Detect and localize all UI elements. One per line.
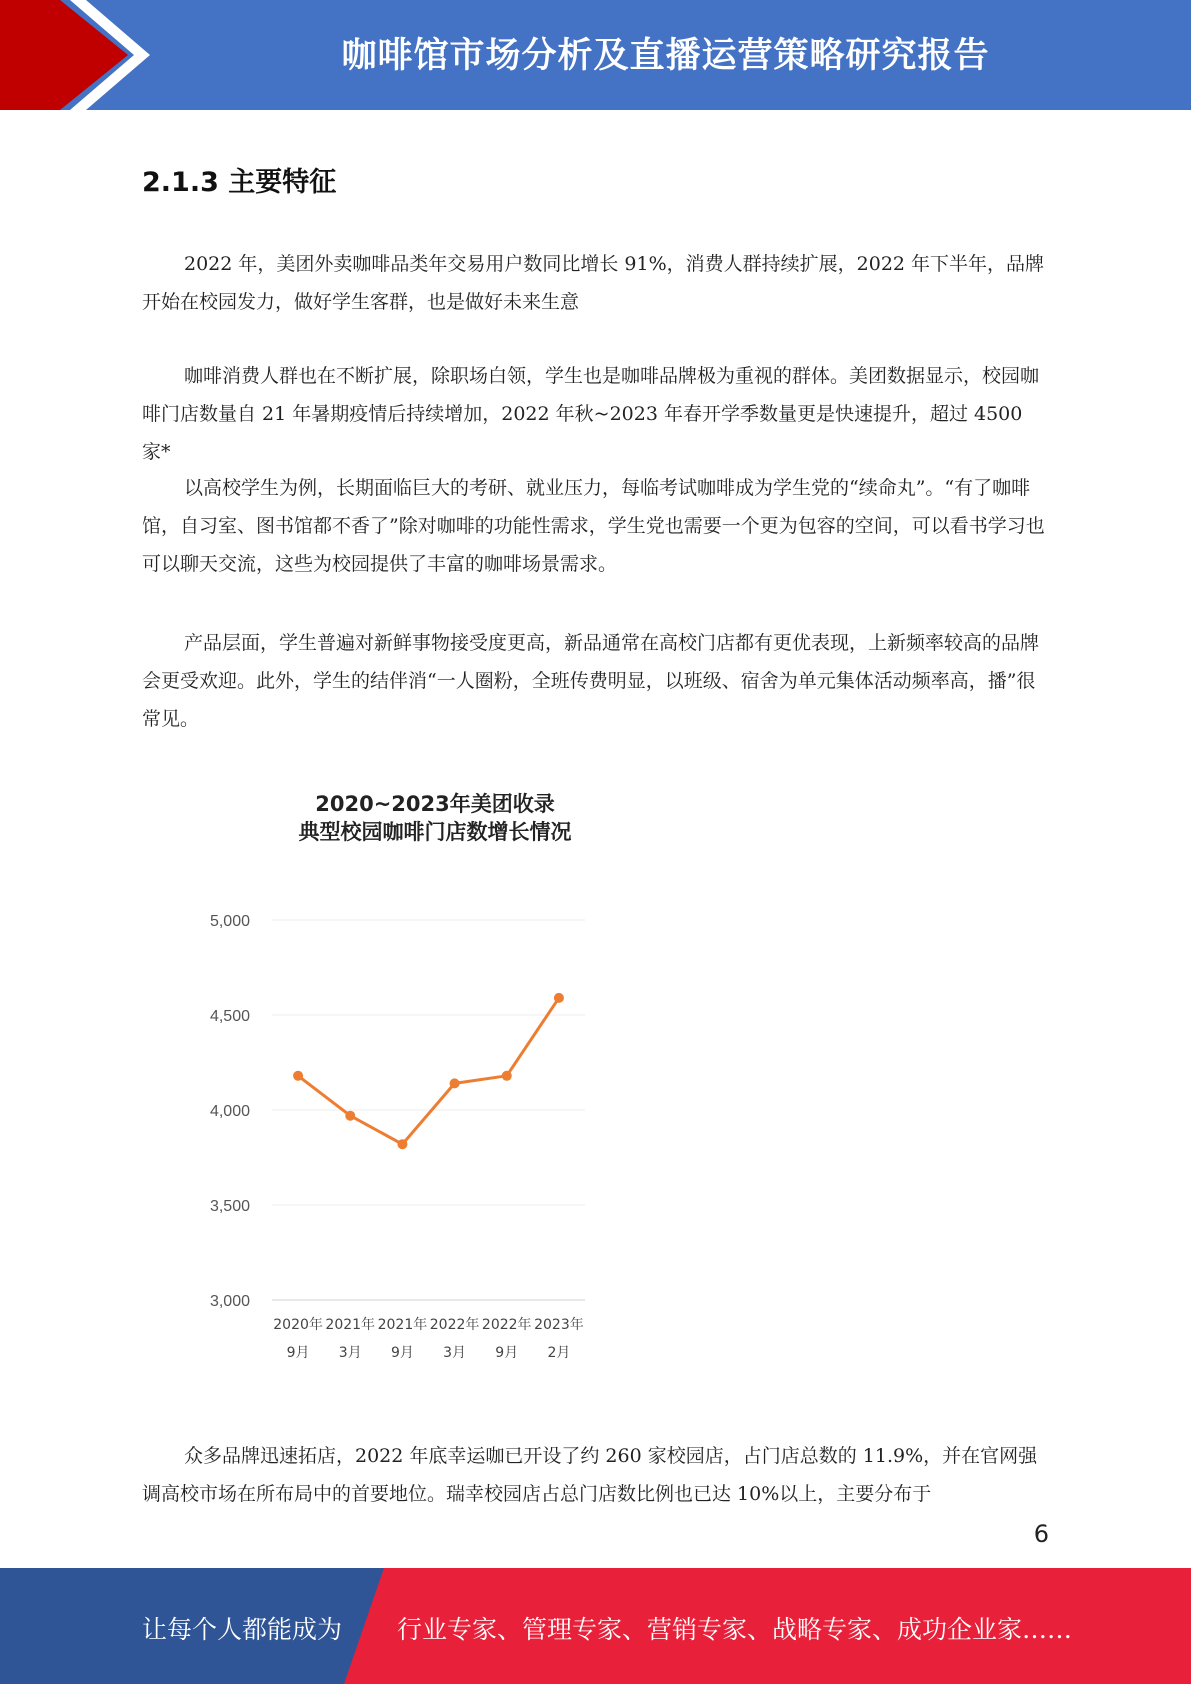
data-point (397, 1139, 407, 1149)
line-chart (180, 880, 620, 1370)
report-footer (0, 1568, 1191, 1684)
paragraph-4: 产品层面，学生普遍对新鲜事物接受度更高，新品通常在高校门店都有更优表现，上新频率较高的品牌会更受欢迎。此外，学生的结伴消“一人圈粉，全班传费明显，以班级、宿舍为单元集体活动频率高，播”很常见。 (142, 632, 1040, 730)
paragraph-5: 众多品牌迅速拓店，2022 年底幸运咖已开设了约 260 家校园店，占门店总数的 11.9%，并在官网强调高校市场在所布局中的首要地位。瑞幸校园店占总门店数比例也已达 10%以上，主要分布于 (142, 1445, 1038, 1505)
header-arrow-decoration (0, 0, 160, 110)
y-tick-label: 4,000 (209, 1103, 250, 1120)
x-tick-label-year: 2021年 (377, 1317, 428, 1333)
data-point (345, 1111, 355, 1121)
y-tick-label: 5,000 (209, 913, 250, 930)
data-point (450, 1078, 460, 1088)
section-heading: 2.1.3 主要特征 (142, 167, 337, 198)
footer-slogan-left: 让每个人都能成为 (142, 1615, 343, 1644)
y-tick-label: 3,500 (209, 1198, 250, 1215)
chart-title-line-2: 典型校园咖啡门店数增长情况 (298, 820, 572, 844)
page-number: 6 (1033, 1520, 1049, 1548)
x-tick-label-month: 3月 (338, 1345, 362, 1361)
report-header (0, 0, 1191, 110)
paragraph-1: 2022 年，美团外卖咖啡品类年交易用户数同比增长 91%，消费人群持续扩展，2022 年下半年，品牌开始在校园发力，做好学生客群，也是做好未来生意 (142, 253, 1045, 313)
data-point (293, 1071, 303, 1081)
x-tick-label-month: 9月 (286, 1345, 310, 1361)
x-tick-label-month: 3月 (443, 1345, 467, 1361)
x-tick-label-year: 2022年 (481, 1317, 532, 1333)
x-tick-label-month: 9月 (495, 1345, 519, 1361)
data-point (554, 993, 564, 1003)
report-title: 咖啡馆市场分析及直播运营策略研究报告 (341, 36, 990, 76)
x-tick-label-year: 2020年 (273, 1317, 323, 1333)
x-tick-label-year: 2022年 (429, 1317, 480, 1333)
paragraph-2: 咖啡消费人群也在不断扩展，除职场白领，学生也是咖啡品牌极为重视的群体。美团数据显示，校园咖啡门店数量自 21 年暑期疫情后持续增加，2022 年秋~2023 年春开学季数量更是快速提升，超过 4500 家* (142, 365, 1040, 463)
footer-slogan-right: 行业专家、管理专家、营销专家、战略专家、成功企业家…… (397, 1615, 1073, 1644)
x-tick-label-year: 2023年 (534, 1317, 584, 1333)
data-point (502, 1071, 512, 1081)
chart-title (240, 790, 630, 846)
chart-title-line-1: 2020~2023年美团收录 (315, 792, 555, 816)
series-line (298, 998, 559, 1144)
x-tick-label-year: 2021年 (325, 1317, 376, 1333)
y-tick-label: 4,500 (209, 1008, 250, 1025)
x-tick-label-month: 9月 (390, 1345, 414, 1361)
paragraph-3: 以高校学生为例，长期面临巨大的考研、就业压力，每临考试咖啡成为学生党的“续命丸”。“有了咖啡馆，自习室、图书馆都不香了”除对咖啡的功能性需求，学生党也需要一个更为包容的空间，可以看书学习也可以聊天交流，这些为校园提供了丰富的咖啡场景需求。 (142, 477, 1045, 575)
y-tick-label: 3,000 (209, 1293, 250, 1310)
x-tick-label-month: 2月 (547, 1345, 571, 1361)
